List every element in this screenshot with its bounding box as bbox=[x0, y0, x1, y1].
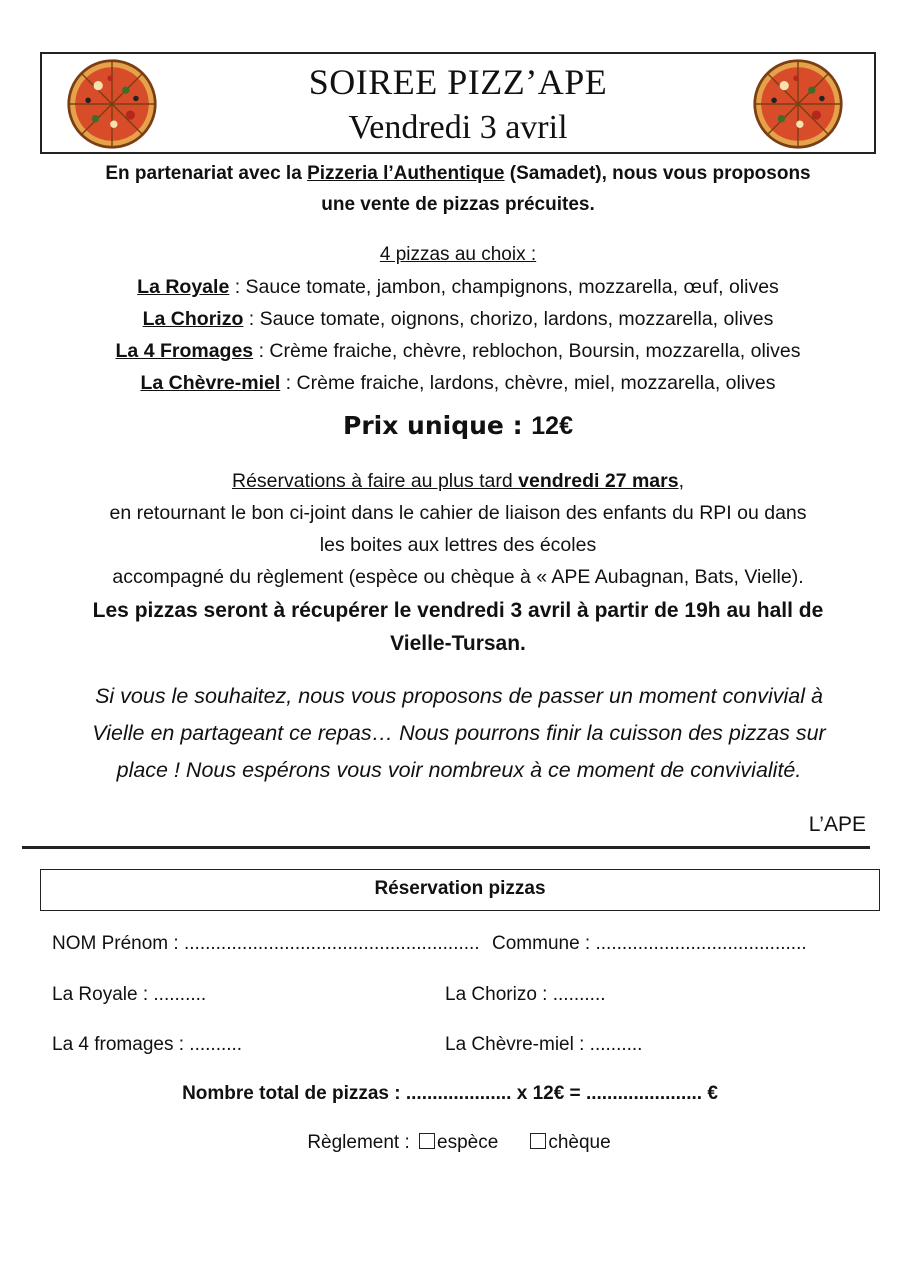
intro-rest: (Samadet), nous vous proposons bbox=[504, 163, 811, 184]
commune-field[interactable]: Commune : ........................................ bbox=[492, 933, 807, 954]
convivial-paragraph: Si vous le souhaitez, nous vous proposons de passer un moment convivial à Vielle en partageant ce repas… Nous pourrons finir la cuisson des pizzas sur place ! Nous espérons vous voir nombreux à ce moment de convivialité. bbox=[92, 684, 826, 782]
form-title: Réservation pizzas bbox=[374, 878, 546, 899]
event-title: SOIREE PIZZ’APE bbox=[308, 62, 608, 102]
payment-option-espece: espèce bbox=[437, 1132, 499, 1153]
menu-item-chorizo: La Chorizo : Sauce tomate, oignons, chorizo, lardons, mozzarella, olives bbox=[142, 308, 774, 330]
menu-item-4-fromages: La 4 Fromages : Crème fraiche, chèvre, reblochon, Boursin, mozzarella, olives bbox=[115, 340, 801, 362]
checkbox-cheque[interactable] bbox=[530, 1133, 546, 1149]
deadline-date: vendredi 27 mars bbox=[518, 470, 679, 492]
form-title-box bbox=[40, 869, 880, 911]
menu-item-royale: La Royale : Sauce tomate, jambon, champignons, mozzarella, œuf, olives bbox=[137, 276, 779, 298]
price-label: Prix unique : bbox=[343, 411, 532, 440]
payment-label: Règlement : bbox=[307, 1132, 416, 1153]
name-field[interactable]: NOM Prénom : ........................................................ bbox=[52, 933, 480, 954]
menu-item-chevre-miel: La Chèvre-miel : Crème fraiche, lardons, chèvre, miel, mozzarella, olives bbox=[140, 372, 776, 394]
price-value: 12€ bbox=[531, 412, 573, 440]
header-box bbox=[40, 52, 876, 154]
royale-quantity-field[interactable]: La Royale : .......... bbox=[52, 984, 207, 1005]
intro-line2: une vente de pizzas précuites. bbox=[321, 194, 595, 215]
total-pizzas-field[interactable]: Nombre total de pizzas : .................... x 12€ = ...................... € bbox=[182, 1083, 718, 1104]
chorizo-quantity-field[interactable]: La Chorizo : .......... bbox=[445, 984, 606, 1005]
cut-line-divider bbox=[22, 846, 870, 849]
pickup-info: Les pizzas seront à récupérer le vendredi 3 avril à partir de 19h au hall de Vielle-Tursan. bbox=[92, 599, 824, 655]
payment-option-cheque: chèque bbox=[548, 1132, 611, 1153]
payment-method bbox=[0, 1129, 900, 1157]
intro-prefix: En partenariat avec la bbox=[105, 163, 308, 184]
fromages-quantity-field[interactable]: La 4 fromages : .......... bbox=[52, 1034, 243, 1055]
reservation-info: Réservations à faire au plus tard vendredi 27 mars, en retournant le bon ci-joint dans le cahier de liaison des enfants du RPI ou dans les boites aux lettres des écoles accompagné du règlement (espèce ou chèque à « APE Aubagnan, Bats, Vielle). bbox=[109, 470, 807, 588]
checkbox-espece[interactable] bbox=[419, 1133, 435, 1149]
pizzeria-name: Pizzeria l’Authentique bbox=[307, 163, 505, 184]
signature: L’APE bbox=[808, 813, 866, 836]
menu-heading: 4 pizzas au choix : bbox=[379, 244, 537, 265]
chevre-miel-quantity-field[interactable]: La Chèvre-miel : .......... bbox=[445, 1034, 643, 1055]
event-date: Vendredi 3 avril bbox=[348, 109, 568, 146]
menu-list bbox=[40, 271, 876, 399]
price bbox=[40, 408, 876, 444]
intro-paragraph bbox=[40, 158, 876, 220]
pizza-illustration-right bbox=[752, 58, 844, 150]
